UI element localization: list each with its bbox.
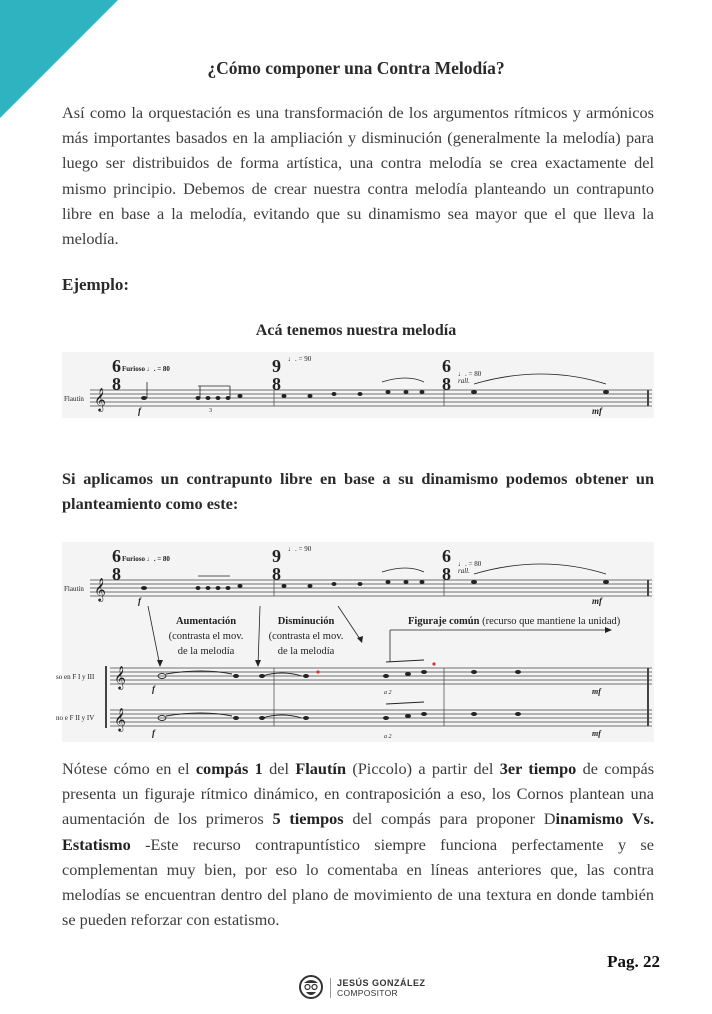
- svg-text:8: 8: [112, 564, 121, 584]
- svg-text:Furioso ♩. = 80: Furioso ♩. = 80: [122, 555, 170, 563]
- augmentation-note: Aumentación (contrasta el mov. de la melodía: [168, 616, 244, 657]
- common-figure-note: Figuraje común (recurso que mantiene la unidad): [408, 616, 621, 627]
- svg-text:9: 9: [272, 356, 281, 376]
- svg-text:8: 8: [272, 374, 281, 394]
- tempo-label: Furioso ♩. = 80: [122, 365, 170, 373]
- svg-text:3: 3: [209, 408, 212, 414]
- page-title: ¿Cómo componer una Contra Melodía?: [207, 58, 505, 78]
- melody-heading: Acá tenemos nuestra melodía: [255, 322, 457, 339]
- footer-role: COMPOSITOR: [337, 988, 398, 998]
- svg-text:♩. = 90: ♩. = 90: [288, 545, 312, 553]
- svg-text:6: 6: [112, 356, 121, 376]
- svg-text:𝄞: 𝄞: [114, 707, 126, 731]
- svg-text:9: 9: [272, 546, 281, 566]
- svg-text:𝄞: 𝄞: [94, 387, 106, 411]
- svg-text:8: 8: [442, 374, 451, 394]
- diminution-note: Disminución (contrasta el mov. de la melodía: [268, 616, 344, 657]
- svg-text:6: 6: [442, 356, 451, 376]
- counterpoint-heading: Si aplicamos un contrapunto libre en base a su dinamismo podemos obtener un planteamiento como este:: [62, 469, 654, 514]
- horns-2-label: no e F II y IV: [56, 714, 95, 722]
- flute-label: Flautín: [64, 395, 84, 403]
- horns-1-label: so en F I y III: [56, 673, 95, 681]
- svg-text:mf: mf: [592, 687, 601, 696]
- closing-paragraph: Nótese cómo en el compás 1 del Flautín (Piccolo) a partir del 3er tiempo de compás presenta un figuraje rítmico dinámico, en contraposición a eso, los Cornos plantean una aumentación de los primeros 5 tiempos del compás para proponer Dinamismo Vs. Estatismo -Este recurso contrapuntístico siempre funciona perfectamente y se complementan muy bien, por eso lo comentaba en líneas anteriores que, las contra melodías se encuentran dentro del plano de movimiento de una textura en donde también se pueden reforzar con estatismo.: [62, 759, 655, 930]
- svg-text:f: f: [138, 596, 141, 606]
- svg-text:♩. = 80: ♩. = 80: [458, 560, 482, 568]
- svg-text:mf: mf: [592, 729, 601, 738]
- intro-paragraph: Así como la orquestación es una transformación de los argumentos rítmicos y armónicos más importantes basados en la ampliación y disminución (generalmente la melodía) para luego ser distribuidos de forma artística, una contra melodía se crea exactamente del mismo principio. Debemos de crear nuestra contra melodía planteando un contrapunto libre en base a la melodía, evitando que su dinamismo sea mayor que el que lleva la melodía.: [62, 103, 654, 249]
- svg-text:8: 8: [272, 564, 281, 584]
- svg-text:f: f: [152, 728, 155, 738]
- svg-text:mf: mf: [592, 406, 602, 416]
- melody-score: [62, 352, 654, 418]
- footer-name: JESÚS GONZÁLEZ: [337, 978, 426, 988]
- svg-text:𝄞: 𝄞: [94, 577, 106, 601]
- svg-text:♩. = 90: ♩. = 90: [288, 355, 312, 363]
- svg-text:rall.: rall.: [458, 377, 470, 385]
- svg-text:f: f: [152, 684, 155, 694]
- svg-text:Flautín: Flautín: [64, 585, 84, 593]
- page-number: Pag. 22: [607, 952, 660, 971]
- svg-text:a 2: a 2: [384, 690, 392, 696]
- svg-text:f: f: [138, 406, 141, 416]
- footer-logo: [298, 974, 426, 1002]
- avatar-icon: [298, 974, 324, 1002]
- svg-text:♩. = 80: ♩. = 80: [458, 370, 482, 378]
- svg-text:mf: mf: [592, 596, 602, 606]
- svg-text:𝄞: 𝄞: [114, 665, 126, 689]
- svg-text:rall.: rall.: [458, 567, 470, 575]
- svg-text:6: 6: [112, 546, 121, 566]
- svg-text:6: 6: [442, 546, 451, 566]
- svg-text:a 2: a 2: [384, 734, 392, 740]
- svg-text:8: 8: [112, 374, 121, 394]
- svg-text:8: 8: [442, 564, 451, 584]
- example-heading: Ejemplo:: [62, 275, 130, 294]
